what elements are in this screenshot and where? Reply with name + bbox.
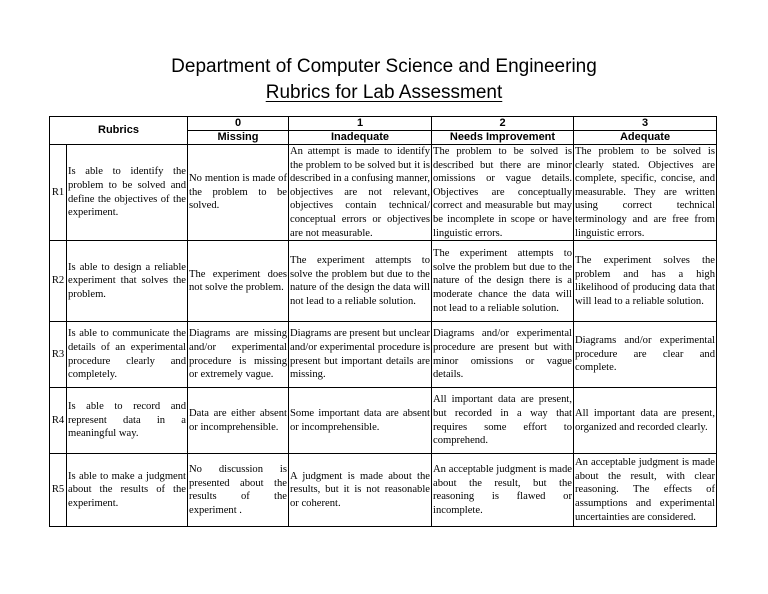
level-score: 3 [574, 117, 717, 131]
score-cell: The problem to be solved is described but there are minor omissions or vague details. Objectives are conceptually correct and measurable but may be incomplete in scope or have linguistic errors. [432, 145, 574, 241]
criterion-cell: Is able to design a reliable experiment that solves the problem. [67, 241, 188, 322]
row-id: R5 [50, 454, 67, 527]
level-label: Inadequate [289, 131, 432, 145]
criterion-cell: Is able to communicate the details of an experimental procedure clearly and completely. [67, 322, 188, 388]
criterion-cell: Is able to make a judgment about the results of the experiment. [67, 454, 188, 527]
rubrics-header: Rubrics [50, 117, 188, 145]
subtitle-text: Rubrics for Lab Assessment [265, 82, 503, 103]
score-cell: Diagrams and/or experimental procedure are present but with minor omissions or vague details. [432, 322, 574, 388]
score-cell: All important data are present, but recorded in a way that requires some effort to comprehend. [432, 388, 574, 454]
score-cell: No discussion is presented about the results of the experiment . [188, 454, 289, 527]
rubric-table [49, 116, 717, 527]
score-cell: An acceptable judgment is made about the result, but the reasoning is flawed or incomplete. [432, 454, 574, 527]
criterion-cell: Is able to identify the problem to be solved and define the objectives of the experiment. [67, 145, 188, 241]
score-cell: Data are either absent or incomprehensible. [188, 388, 289, 454]
table-row [50, 388, 717, 454]
score-cell: The problem to be solved is clearly stated. Objectives are complete, specific, concise, and measurable. They are written using correct technical terminology and are free from linguistic errors. [574, 145, 717, 241]
score-cell: The experiment attempts to solve the problem but due to the nature of the design the data will not lead to a reliable solution. [289, 241, 432, 322]
criterion-cell: Is able to record and represent data in a meaningful way. [67, 388, 188, 454]
score-cell: A judgment is made about the results, but it is not reasonable or coherent. [289, 454, 432, 527]
department-title: Department of Computer Science and Engineering [171, 56, 597, 77]
level-score: 1 [289, 117, 432, 131]
level-label: Adequate [574, 131, 717, 145]
table-row [50, 322, 717, 388]
score-cell: Some important data are absent or incomprehensible. [289, 388, 432, 454]
score-cell: The experiment attempts to solve the problem but due to the nature of the design there is a moderate chance the data will not lead to a reliable solution. [432, 241, 574, 322]
header-row-scores [50, 117, 717, 131]
level-label: Needs Improvement [432, 131, 574, 145]
score-cell: An acceptable judgment is made about the result, with clear reasoning. The effects of assumptions and experimental uncertainties are considered. [574, 454, 717, 527]
score-cell: All important data are present, organized and recorded clearly. [574, 388, 717, 454]
level-score: 0 [188, 117, 289, 131]
score-cell: An attempt is made to identify the problem to be solved but it is described in a confusing manner, objectives are not relevant, objectives contain technical/ conceptual errors or objectives are not measurable. [289, 145, 432, 241]
page-subtitle [0, 82, 768, 104]
level-label: Missing [188, 131, 289, 145]
row-id: R1 [50, 145, 67, 241]
table-row [50, 454, 717, 527]
score-cell: Diagrams and/or experimental procedure are clear and complete. [574, 322, 717, 388]
row-id: R3 [50, 322, 67, 388]
score-cell: The experiment does not solve the problem. [188, 241, 289, 322]
score-cell: Diagrams are present but unclear and/or experimental procedure is present but important details are missing. [289, 322, 432, 388]
table-row [50, 145, 717, 241]
score-cell: Diagrams are missing and/or experimental procedure is missing or extremely vague. [188, 322, 289, 388]
table-row [50, 241, 717, 322]
row-id: R2 [50, 241, 67, 322]
score-cell: The experiment solves the problem and has a high likelihood of producing data that will lead to a reliable solution. [574, 241, 717, 322]
level-score: 2 [432, 117, 574, 131]
row-id: R4 [50, 388, 67, 454]
score-cell: No mention is made of the problem to be solved. [188, 145, 289, 241]
